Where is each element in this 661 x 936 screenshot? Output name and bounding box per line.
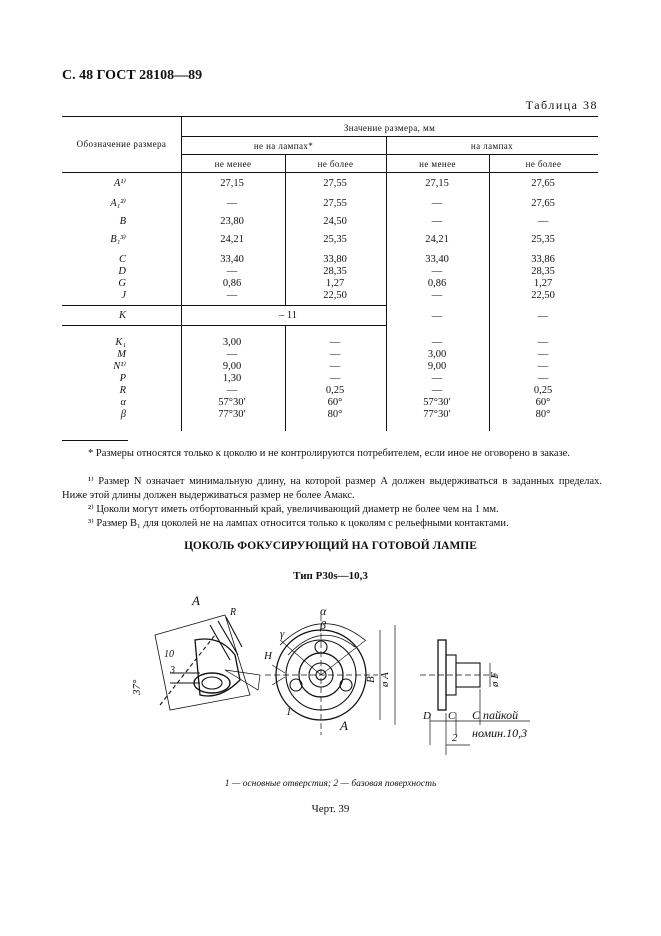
table-vrule-2b xyxy=(285,325,286,431)
table-cell: 3,00 xyxy=(427,349,447,360)
table-cell: 80° xyxy=(535,409,551,420)
footnote-3: ³⁾ Размер B₁ для цоколей не на лампах относится только к цоколям с рельефными контактами. xyxy=(88,518,509,529)
label-d: D xyxy=(423,710,431,722)
label-dim-b: B xyxy=(365,676,377,683)
label-dim-3: 3 xyxy=(170,665,175,676)
table-cell: 57°30′ xyxy=(423,397,451,408)
table-cell: 80° xyxy=(327,409,343,420)
row-label: K₁ xyxy=(115,337,126,348)
table-cell: — xyxy=(431,198,443,209)
table-cell: 24,21 xyxy=(220,234,244,245)
table-cell: 22,50 xyxy=(531,290,555,301)
section-subtitle: Тип P30s—10,3 xyxy=(293,570,368,582)
table-top-rule xyxy=(62,116,598,117)
table-cell: 0,25 xyxy=(533,385,553,396)
label-dia-a: ø A xyxy=(379,672,391,687)
table-head-rule-2 xyxy=(181,154,598,155)
table-cell: — xyxy=(226,198,238,209)
row-label: R xyxy=(119,385,126,396)
row-label: A₁²⁾ xyxy=(110,198,126,209)
table-cell: 27,65 xyxy=(531,198,555,209)
table-cell: — xyxy=(226,349,238,360)
table-cell: 0,86 xyxy=(427,278,447,289)
group-not-on-lamps: не на лампах* xyxy=(253,141,314,151)
table-vrule-4 xyxy=(489,154,490,431)
col-designation: Обозначение размера xyxy=(76,139,167,149)
table-cell: — xyxy=(431,337,443,348)
table-cell: — xyxy=(329,373,341,384)
sub-max-2: не более xyxy=(525,159,562,169)
table-cell: 60° xyxy=(327,397,343,408)
row-label: D xyxy=(118,266,126,277)
label-dim-r: R xyxy=(230,607,237,618)
table-cell: — xyxy=(431,266,443,277)
table-cell: — xyxy=(537,373,549,384)
table-cell: — xyxy=(431,385,443,396)
row-label: J xyxy=(121,290,126,301)
row-label: G xyxy=(118,278,126,289)
table-cell: 25,35 xyxy=(531,234,555,245)
row-label: B₁³⁾ xyxy=(110,234,126,245)
front-view xyxy=(265,615,395,735)
label-gamma: γ xyxy=(280,628,285,640)
table-cell: 33,80 xyxy=(323,254,347,265)
table-caption: Таблица 38 xyxy=(525,98,598,112)
label-callout-1: 1 xyxy=(286,706,292,718)
table-cell: 25,35 xyxy=(323,234,347,245)
label-solder-2: номин.10,3 xyxy=(472,726,528,740)
label-solder-1: С пайкой xyxy=(472,708,519,722)
table-head-bottom-rule xyxy=(62,172,598,173)
table-vrule-3 xyxy=(386,136,387,431)
row-label: α xyxy=(120,397,126,408)
table-cell: 77°30′ xyxy=(423,409,451,420)
table-cell: — xyxy=(226,385,238,396)
table-cell: 0,25 xyxy=(325,385,345,396)
table-cell: 27,15 xyxy=(425,178,449,189)
label-h: H xyxy=(264,650,272,662)
detail-view-a xyxy=(155,615,260,710)
table-cell: — xyxy=(537,216,549,227)
row-label: C xyxy=(118,254,126,265)
label-beta: β xyxy=(320,618,326,632)
row-label: β xyxy=(120,409,126,420)
table-cell: 27,55 xyxy=(323,178,347,189)
k-label: K xyxy=(118,310,126,321)
label-c: C xyxy=(448,710,456,722)
table-cell: 28,35 xyxy=(531,266,555,277)
table-cell: 33,86 xyxy=(531,254,555,265)
label-view-a: A xyxy=(192,593,200,608)
footnote-separator xyxy=(62,440,128,441)
table-cell: 0,86 xyxy=(222,278,242,289)
table-cell: 24,50 xyxy=(323,216,347,227)
base-drawing xyxy=(130,585,560,755)
table-cell: 23,80 xyxy=(220,216,244,227)
table-cell: 27,65 xyxy=(531,178,555,189)
k-on-max: — xyxy=(537,311,549,322)
k-merged: – 11 xyxy=(279,310,297,321)
table-cell: — xyxy=(329,337,341,348)
table-cell: — xyxy=(226,290,238,301)
table-cell: 22,50 xyxy=(323,290,347,301)
table-cell: — xyxy=(329,361,341,372)
table-cell: 33,40 xyxy=(220,254,244,265)
row-label: N¹⁾ xyxy=(113,361,126,372)
figure-number: Черт. 39 xyxy=(311,803,350,815)
label-alpha: α xyxy=(320,604,327,618)
col-value: Значение размера, мм xyxy=(343,123,436,133)
footnote-star: * Размеры относятся только к цоколю и не контролируются потребителем, если иное не оговорено в заказе. xyxy=(88,448,570,459)
table-cell: — xyxy=(431,290,443,301)
table-cell: 57°30′ xyxy=(218,397,246,408)
page-header: С. 48 ГОСТ 28108—89 xyxy=(62,68,203,83)
table-cell: — xyxy=(537,349,549,360)
row-label: P xyxy=(119,373,126,384)
table-cell: 77°30′ xyxy=(218,409,246,420)
table-k-bottom-rule xyxy=(62,325,387,326)
table-cell: 3,00 xyxy=(222,337,242,348)
table-cell: 60° xyxy=(535,397,551,408)
k-on-min: — xyxy=(431,311,443,322)
label-angle-37: 37° xyxy=(131,679,143,695)
table-cell: 1,27 xyxy=(533,278,553,289)
sub-min-1: не менее xyxy=(214,159,252,169)
footnote-1: ¹⁾ Размер N означает минимальную длину, на которой размер A должен выдерживаться в заданных пределах. Ниже этой длины должен выдерживаться размер не более Aмакс. xyxy=(62,476,602,501)
row-label: A¹⁾ xyxy=(113,178,126,189)
label-dia-f: ø F xyxy=(489,672,501,687)
table-cell: 28,35 xyxy=(323,266,347,277)
group-on-lamps: на лампах xyxy=(470,141,514,151)
table-cell: — xyxy=(431,373,443,384)
table-cell: 9,00 xyxy=(222,361,242,372)
table-cell: 27,55 xyxy=(323,198,347,209)
row-label: B xyxy=(119,216,126,227)
table-cell: — xyxy=(537,361,549,372)
table-k-top-rule xyxy=(62,305,387,306)
label-dim-10: 10 xyxy=(164,649,174,660)
table-cell: 1,27 xyxy=(325,278,345,289)
table-cell: — xyxy=(537,337,549,348)
table-cell: — xyxy=(329,349,341,360)
footnote-2: ²⁾ Цоколи могут иметь отбортованный край, увеличивающий диаметр не более чем на 1 мм. xyxy=(88,504,499,515)
sub-max-1: не более xyxy=(317,159,354,169)
table-cell: 1,30 xyxy=(222,373,242,384)
figure-caption: 1 — основные отверстия; 2 — базовая поверхность xyxy=(224,779,437,789)
table-vrule-2a xyxy=(285,154,286,305)
sub-min-2: не менее xyxy=(419,159,456,169)
table-cell: 24,21 xyxy=(425,234,449,245)
section-title: ЦОКОЛЬ ФОКУСИРУЮЩИЙ НА ГОТОВОЙ ЛАМПЕ xyxy=(184,540,477,552)
label-callout-2: 2 xyxy=(452,732,458,744)
row-label: M xyxy=(117,349,126,360)
table-cell: — xyxy=(431,216,443,227)
table-cell: 33,40 xyxy=(425,254,449,265)
label-arrow-a: A xyxy=(340,718,348,733)
table-head-rule-1 xyxy=(181,136,598,137)
table-cell: 27,15 xyxy=(220,178,244,189)
table-cell: — xyxy=(226,266,238,277)
table-cell: 9,00 xyxy=(427,361,447,372)
